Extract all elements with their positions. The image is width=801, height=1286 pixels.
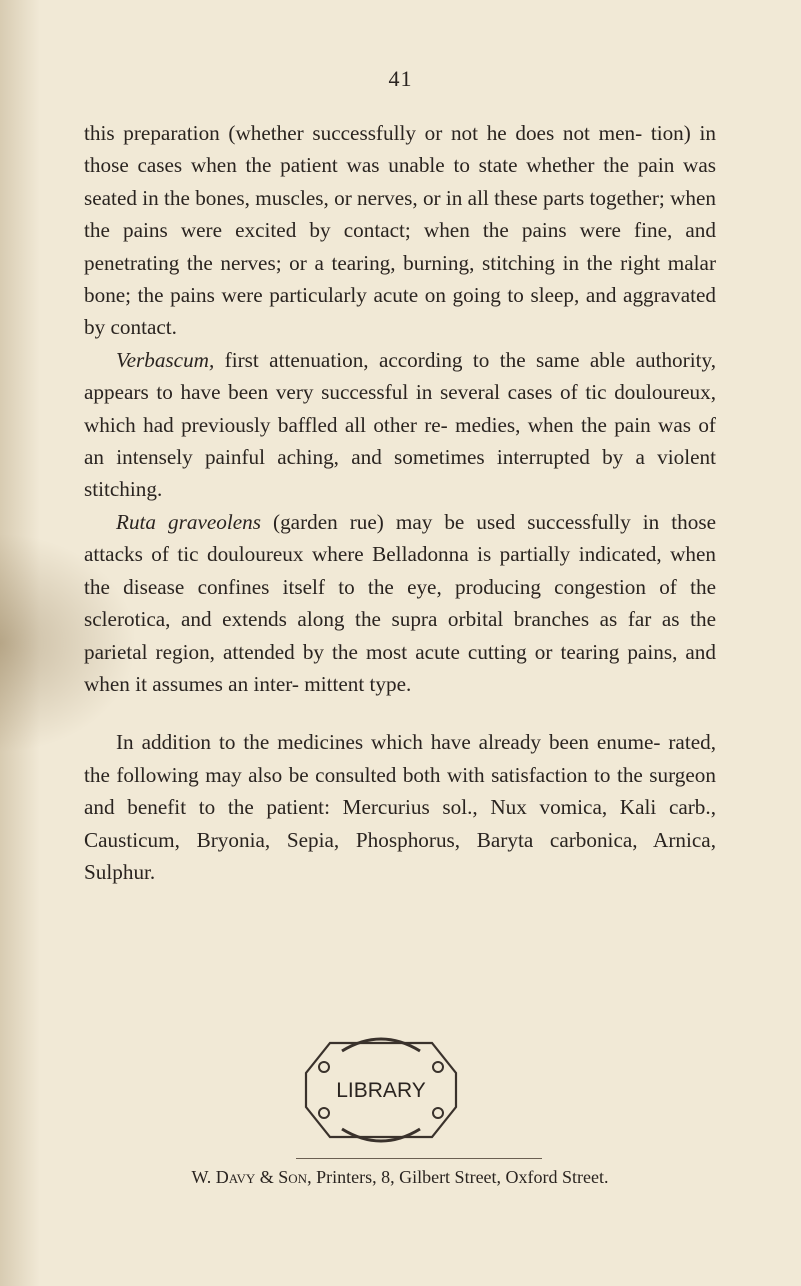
stamp-ornament-dot [433, 1108, 443, 1118]
paragraph-continuation [84, 117, 716, 344]
paragraph-text: first attenuation, according to the same able authority, appears to have been very successful in several cases of tic douloureux, which had previously baffled all other re- medies, when the pain was of an intensely painful aching, and sometimes interrupted by a violent stitching. [84, 347, 716, 502]
stamp-ornament-bottom [342, 1129, 420, 1141]
stamp-ornament-dot [433, 1062, 443, 1072]
printer-imprint [150, 1167, 650, 1188]
paragraph-ruta [84, 506, 716, 700]
stamp-ornament-dot [319, 1108, 329, 1118]
paragraph-lead-term: Ruta graveolens [116, 509, 261, 534]
body-text [84, 117, 716, 888]
printer-name: W. Davy & Son, [191, 1167, 312, 1187]
stamp-ornament-top [342, 1039, 420, 1051]
library-stamp [290, 1017, 472, 1163]
paragraph-text: In addition to the medicines which have already been enume- rated, the following may also be consulted both with satisfaction to the surgeon and benefit to the patient: Mercurius sol., Nux vomica, Kali carb., Causticum, Bryonia, Sepia, Phosphorus, Baryta carbonica, Arnica, Sulphur. [84, 730, 716, 884]
paragraph-text: (garden rue) may be used successfully in those attacks of tic douloureux where Belladonna is partially indicated, when the disease confines itself to the eye, producing congestion of the sclerotica, and extends along the supra orbital branches as far as the parietal region, attended by the most acute cutting or tearing pains, and when it assumes an inter- mittent type. [84, 509, 716, 696]
printer-address: Printers, 8, Gilbert Street, Oxford Street. [311, 1167, 609, 1187]
page-number: 41 [388, 66, 413, 91]
stamp-ornament-dot [319, 1062, 329, 1072]
stamp-label: LIBRARY [336, 1079, 426, 1102]
paragraph-additional-medicines [84, 726, 716, 888]
paragraph-verbascum [84, 344, 716, 506]
paragraph-lead-term: Verbascum, [116, 347, 215, 372]
paragraph-text: this preparation (whether successfully or not he does not men- tion) in those cases when the patient was unable to state whether the pain was seated in the bones, muscles, or nerves, or in all these parts together; when the pains were excited by contact; when the pains were fine, and penetrating the nerves; or a tearing, burning, stitching in the right malar bone; the pains were particularly acute on going to sleep, and aggravated by contact. [84, 121, 716, 340]
imprint-rule [296, 1158, 542, 1159]
